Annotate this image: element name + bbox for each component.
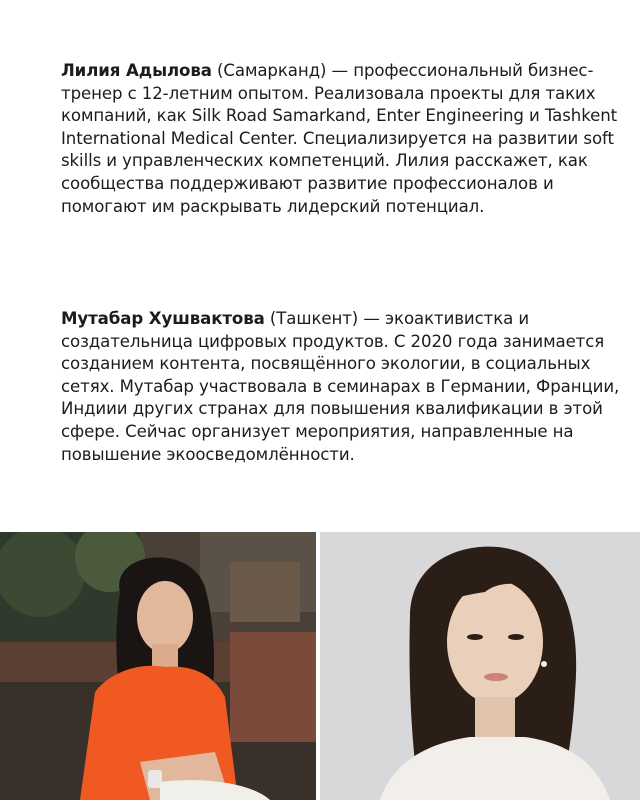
speaker-city-1: (Самарканд) [217,61,327,80]
speaker-name-1: Лилия Адылова [61,61,212,80]
speaker-bio-2 [61,308,621,466]
speaker-city-2: (Ташкент) [269,309,359,328]
speaker-photos [0,532,640,800]
speaker-photo-2 [320,532,640,800]
speaker-name-2: Мутабар Хушвактова [61,309,265,328]
speaker-bio-1 [61,60,621,218]
speaker-photo-1 [0,532,316,800]
speaker-description-2: — экоактивистка и создательница цифровых продуктов. С 2020 года занимается созданием контента, посвящённого экологии, в социальных сетях. Мутабар участвовала в семинарах в Германии, Франции, Индиии других странах для повышения квалификации в этой сфере. Сейчас организует мероприятия, направленные на повышение экоосведомлённости. [61,309,620,464]
speaker-description-1: — профессиональный бизнес-тренер с 12-летним опытом. Реализовала проекты для таких компаний, как Silk Road Samarkand, Enter Engineering и Tashkent International Medical Center. Специализируется на развитии soft skills и управленческих компетенций. Лилия расскажет, как сообщества поддерживают развитие профессионалов и помогают им раскрывать лидерский потенциал. [61,61,618,216]
